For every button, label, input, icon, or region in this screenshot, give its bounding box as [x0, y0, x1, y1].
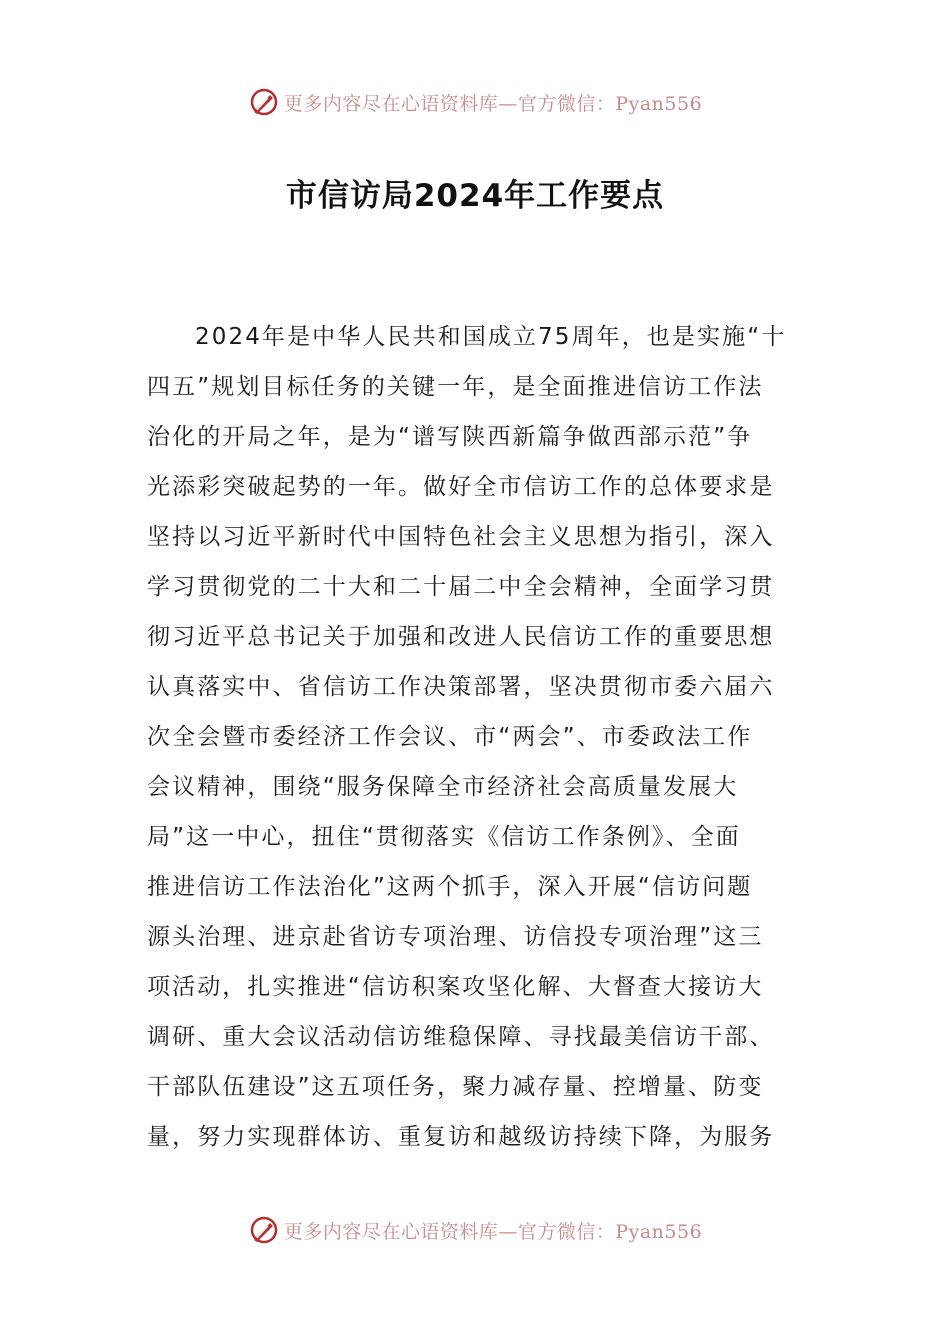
paragraph-line: 量，努力实现群体访、重复访和越级访持续下降，为服务: [147, 1124, 775, 1150]
footer-banner-text: 更多内容尽在心语资料库—官方微信：Pyan556: [283, 1220, 703, 1243]
paragraph-line: 调研、重大会议活动信访维稳保障、寻找最美信访干部、: [147, 1024, 775, 1050]
paragraph-line: 彻习近平总书记关于加强和改进人民信访工作的重要思想: [147, 624, 775, 650]
pen-logo-icon: [248, 1214, 280, 1246]
header-banner-text: 更多内容尽在心语资料库—官方微信：Pyan556: [283, 92, 703, 115]
paragraph-line: 局”这一中心，扭住“贯彻落实《信访工作条例》、全面: [147, 824, 741, 850]
paragraph-line: 坚持以习近平新时代中国特色社会主义思想为指引，深入: [147, 524, 775, 550]
paragraph-line: 项活动，扎实推进“信访积案攻坚化解、大督查大接访大: [147, 974, 764, 1000]
header-banner: [0, 82, 950, 122]
paragraph-line: 源头治理、进京赴省访专项治理、访信投专项治理”这三: [147, 924, 764, 950]
paragraph-line: 2024年是中华人民共和国成立75周年，也是实施“十: [195, 324, 787, 350]
footer-banner: [0, 1210, 950, 1250]
paragraph-line: 治化的开局之年，是为“谱写陕西新篇争做西部示范”争: [147, 424, 753, 450]
paragraph-line: 次全会暨市委经济工作会议、市“两会”、市委政法工作: [147, 724, 753, 750]
paragraph-line: 会议精神，围绕“服务保障全市经济社会高质量发展大: [147, 774, 739, 800]
body-paragraph: [147, 312, 807, 1162]
paragraph-line: 推进信访工作法治化”这两个抓手，深入开展“信访问题: [147, 874, 753, 900]
pen-logo-icon: [248, 86, 280, 118]
paragraph-line: 干部队伍建设”这五项任务，聚力减存量、控增量、防变: [147, 1074, 764, 1100]
document-title: 市信访局2024年工作要点: [285, 178, 665, 214]
paragraph-line: 学习贯彻党的二十大和二十届二中全会精神，全面学习贯: [147, 574, 775, 600]
paragraph-line: 认真落实中、省信访工作决策部署，坚决贯彻市委六届六: [147, 674, 775, 700]
paragraph-line: 四五”规划目标任务的关键一年，是全面推进信访工作法: [147, 374, 764, 400]
paragraph-line: 光添彩突破起势的一年。做好全市信访工作的总体要求是: [147, 474, 775, 500]
